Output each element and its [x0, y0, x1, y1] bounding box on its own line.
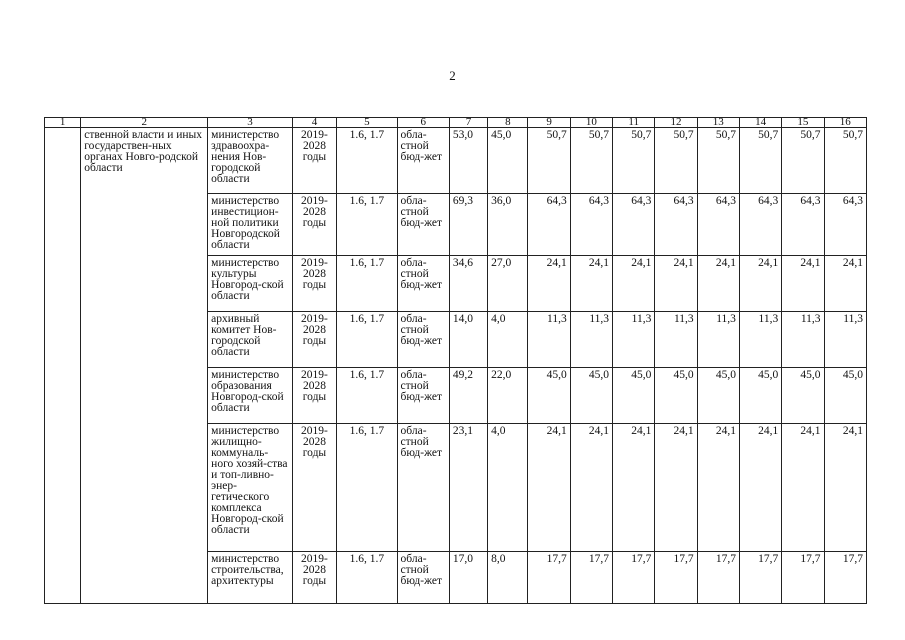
- value-cell: 64,3: [697, 194, 739, 256]
- value-cell: 50,7: [655, 128, 697, 194]
- value-cell: 22,0: [488, 368, 528, 424]
- column-number-cell: 10: [570, 118, 612, 128]
- value-cell: 50,7: [570, 128, 612, 194]
- value-cell: 17,7: [824, 552, 866, 604]
- value-cell: 24,1: [824, 424, 866, 552]
- value-cell: 50,7: [824, 128, 866, 194]
- value-cell: 64,3: [528, 194, 570, 256]
- value-cell: 11,3: [739, 312, 781, 368]
- value-cell: 45,0: [488, 128, 528, 194]
- value-cell: 45,0: [570, 368, 612, 424]
- value-cell: 64,3: [824, 194, 866, 256]
- column-number-cell: 3: [208, 118, 293, 128]
- value-cell: 64,3: [739, 194, 781, 256]
- period-cell: 2019-2028 годы: [292, 256, 336, 312]
- period-cell: 2019-2028 годы: [292, 128, 336, 194]
- value-cell: 24,1: [613, 424, 655, 552]
- value-cell: 24,1: [824, 256, 866, 312]
- funding-source-cell: обла-стной бюд-жет: [397, 424, 449, 552]
- value-cell: 50,7: [739, 128, 781, 194]
- column-number-cell: 7: [449, 118, 487, 128]
- value-cell: 24,1: [528, 424, 570, 552]
- value-cell: 50,7: [528, 128, 570, 194]
- executor-cell: министерство культуры Новгород-ской области: [208, 256, 293, 312]
- column-number-cell: 16: [824, 118, 866, 128]
- value-cell: 17,7: [782, 552, 824, 604]
- value-cell: 17,7: [528, 552, 570, 604]
- value-cell: 24,1: [697, 424, 739, 552]
- executor-cell: министерство инвестицион-ной политики Новгородской области: [208, 194, 293, 256]
- value-cell: 69,3: [449, 194, 487, 256]
- funding-source-cell: обла-стной бюд-жет: [397, 552, 449, 604]
- value-cell: 17,7: [655, 552, 697, 604]
- value-cell: 14,0: [449, 312, 487, 368]
- executor-cell: министерство здравоохра-нения Нов-городской области: [208, 128, 293, 194]
- executor-cell: архивный комитет Нов-городской области: [208, 312, 293, 368]
- value-cell: 50,7: [697, 128, 739, 194]
- period-cell: 2019-2028 годы: [292, 312, 336, 368]
- column-number-cell: 5: [337, 118, 397, 128]
- column-number-row: [45, 118, 867, 128]
- value-cell: 24,1: [613, 256, 655, 312]
- targets-cell: 1.6, 1.7: [337, 312, 397, 368]
- funding-source-cell: обла-стной бюд-жет: [397, 256, 449, 312]
- value-cell: 49,2: [449, 368, 487, 424]
- value-cell: 24,1: [655, 256, 697, 312]
- targets-cell: 1.6, 1.7: [337, 424, 397, 552]
- value-cell: 24,1: [782, 256, 824, 312]
- activity-description-cell: ственной власти и иных государствен-ных органах Новго-родской области: [81, 128, 208, 604]
- column-number-cell: 14: [739, 118, 781, 128]
- value-cell: 53,0: [449, 128, 487, 194]
- period-cell: 2019-2028 годы: [292, 552, 336, 604]
- value-cell: 24,1: [739, 256, 781, 312]
- value-cell: 24,1: [655, 424, 697, 552]
- column-number-cell: 8: [488, 118, 528, 128]
- value-cell: 17,0: [449, 552, 487, 604]
- period-cell: 2019-2028 годы: [292, 368, 336, 424]
- value-cell: 45,0: [782, 368, 824, 424]
- value-cell: 36,0: [488, 194, 528, 256]
- column-number-cell: 6: [397, 118, 449, 128]
- value-cell: 50,7: [782, 128, 824, 194]
- period-cell: 2019-2028 годы: [292, 424, 336, 552]
- value-cell: 17,7: [739, 552, 781, 604]
- value-cell: 34,6: [449, 256, 487, 312]
- value-cell: 8,0: [488, 552, 528, 604]
- value-cell: 17,7: [570, 552, 612, 604]
- column-number-cell: 12: [655, 118, 697, 128]
- value-cell: 11,3: [697, 312, 739, 368]
- period-cell: 2019-2028 годы: [292, 194, 336, 256]
- value-cell: 64,3: [655, 194, 697, 256]
- column-number-cell: 1: [45, 118, 81, 128]
- value-cell: 23,1: [449, 424, 487, 552]
- targets-cell: 1.6, 1.7: [337, 256, 397, 312]
- targets-cell: 1.6, 1.7: [337, 194, 397, 256]
- value-cell: 45,0: [613, 368, 655, 424]
- value-cell: 11,3: [824, 312, 866, 368]
- program-table: [44, 117, 867, 604]
- value-cell: 24,1: [782, 424, 824, 552]
- value-cell: 27,0: [488, 256, 528, 312]
- targets-cell: 1.6, 1.7: [337, 128, 397, 194]
- value-cell: 64,3: [782, 194, 824, 256]
- executor-cell: министерство образования Новгород-ской области: [208, 368, 293, 424]
- value-cell: 24,1: [528, 256, 570, 312]
- executor-cell: министерство жилищно-коммуналь-ного хозяй-ства и топ-ливно-энер-гетического комплекса Новгород-ской области: [208, 424, 293, 552]
- column-number-cell: 11: [613, 118, 655, 128]
- value-cell: 11,3: [570, 312, 612, 368]
- value-cell: 4,0: [488, 424, 528, 552]
- col1-cell: [45, 128, 81, 604]
- value-cell: 45,0: [739, 368, 781, 424]
- value-cell: 17,7: [697, 552, 739, 604]
- page-number: 2: [449, 68, 456, 83]
- column-number-cell: 4: [292, 118, 336, 128]
- value-cell: 45,0: [528, 368, 570, 424]
- funding-source-cell: обла-стной бюд-жет: [397, 368, 449, 424]
- targets-cell: 1.6, 1.7: [337, 368, 397, 424]
- value-cell: 4,0: [488, 312, 528, 368]
- funding-source-cell: обла-стной бюд-жет: [397, 312, 449, 368]
- column-number-cell: 13: [697, 118, 739, 128]
- value-cell: 45,0: [697, 368, 739, 424]
- value-cell: 11,3: [782, 312, 824, 368]
- value-cell: 24,1: [697, 256, 739, 312]
- value-cell: 11,3: [613, 312, 655, 368]
- column-number-cell: 2: [81, 118, 208, 128]
- value-cell: 64,3: [570, 194, 612, 256]
- column-number-cell: 15: [782, 118, 824, 128]
- value-cell: 11,3: [528, 312, 570, 368]
- value-cell: 24,1: [570, 256, 612, 312]
- table-row: [45, 128, 867, 194]
- funding-source-cell: обла-стной бюд-жет: [397, 128, 449, 194]
- value-cell: 24,1: [570, 424, 612, 552]
- value-cell: 17,7: [613, 552, 655, 604]
- value-cell: 50,7: [613, 128, 655, 194]
- targets-cell: 1.6, 1.7: [337, 552, 397, 604]
- executor-cell: министерство строительства, архитектуры: [208, 552, 293, 604]
- funding-source-cell: обла-стной бюд-жет: [397, 194, 449, 256]
- value-cell: 45,0: [655, 368, 697, 424]
- value-cell: 11,3: [655, 312, 697, 368]
- value-cell: 24,1: [739, 424, 781, 552]
- column-number-cell: 9: [528, 118, 570, 128]
- value-cell: 64,3: [613, 194, 655, 256]
- value-cell: 45,0: [824, 368, 866, 424]
